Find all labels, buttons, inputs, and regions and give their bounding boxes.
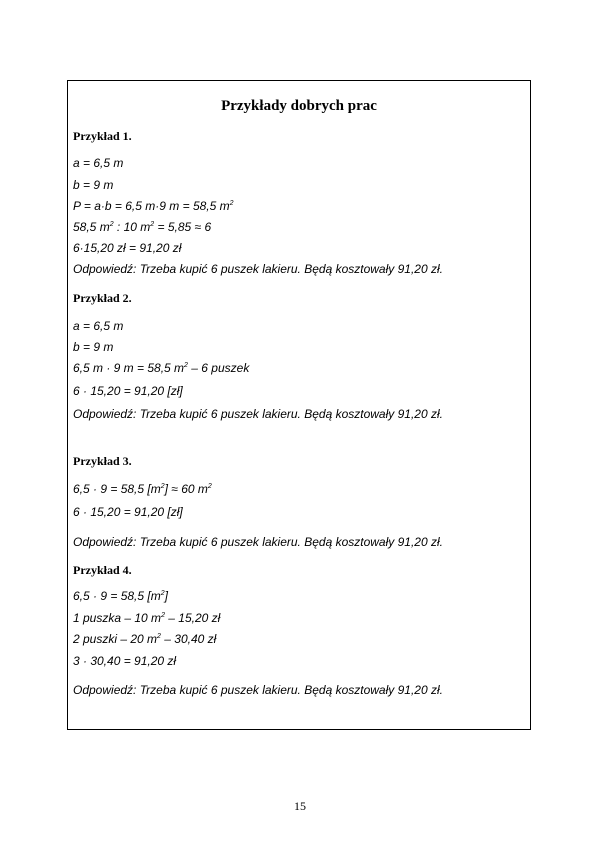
example-3-line-2: 6 · 15,20 = 91,20 [zł]: [73, 505, 183, 519]
example-4-line-4: 3 · 30,40 = 91,20 zł: [73, 654, 177, 668]
example-1-line-5: 6·15,20 zł = 91,20 zł: [73, 241, 182, 255]
example-2-heading: Przykład 2.: [73, 291, 132, 305]
example-4-line-3: 2 puszki – 20 $m^2 - 30,40$ zł: [73, 632, 217, 646]
example-4-line-1: 6,5 · 9 = 58,5 $[m^2]$: [73, 589, 168, 603]
example-2-line-3: 6,5 m · 9 m = 58,5 $m^2 - 6$ puszek: [73, 361, 250, 375]
example-1-line-1: a = 6,5 m: [73, 156, 124, 170]
example-2-line-4: 6 · 15,20 = 91,20 [zł]: [73, 384, 183, 398]
example-4-line-2: 1 puszka – 10 $m^2 - 15,20$ zł: [73, 611, 221, 625]
example-2-answer: Odpowiedź: Trzeba kupić 6 puszek lakieru. Będą kosztowały 91,20 zł.: [73, 407, 443, 421]
example-1-line-3: P = a·b = 6,5 m·9 m = 58,5 $m^2$: [73, 199, 234, 213]
example-3-line-1: 6,5 · 9 = 58,5 $[m^2] \approx 60$ $m^2$: [73, 482, 212, 496]
example-3-heading: Przykład 3.: [73, 454, 132, 468]
page-title: Przykłady dobrych prac: [221, 98, 377, 114]
example-1-answer: Odpowiedź: Trzeba kupić 6 puszek lakieru. Będą kosztowały 91,20 zł.: [73, 262, 443, 276]
example-1-line-2: b = 9 m: [73, 178, 114, 192]
examples-frame: [67, 80, 531, 730]
example-3-answer: Odpowiedź: Trzeba kupić 6 puszek lakieru. Będą kosztowały 91,20 zł.: [73, 535, 443, 549]
example-4-answer: Odpowiedź: Trzeba kupić 6 puszek lakieru. Będą kosztowały 91,20 zł.: [73, 683, 443, 697]
example-4-heading: Przykład 4.: [73, 563, 132, 577]
example-2-line-2: b = 9 m: [73, 340, 114, 354]
example-1-heading: Przykład 1.: [73, 129, 132, 143]
page-number: 15: [294, 799, 306, 813]
example-1-line-4: 58,5 $m^2$ : 10 $m^2 = 5,85 \approx 6$: [73, 220, 212, 234]
example-2-line-1: a = 6,5 m: [73, 319, 124, 333]
